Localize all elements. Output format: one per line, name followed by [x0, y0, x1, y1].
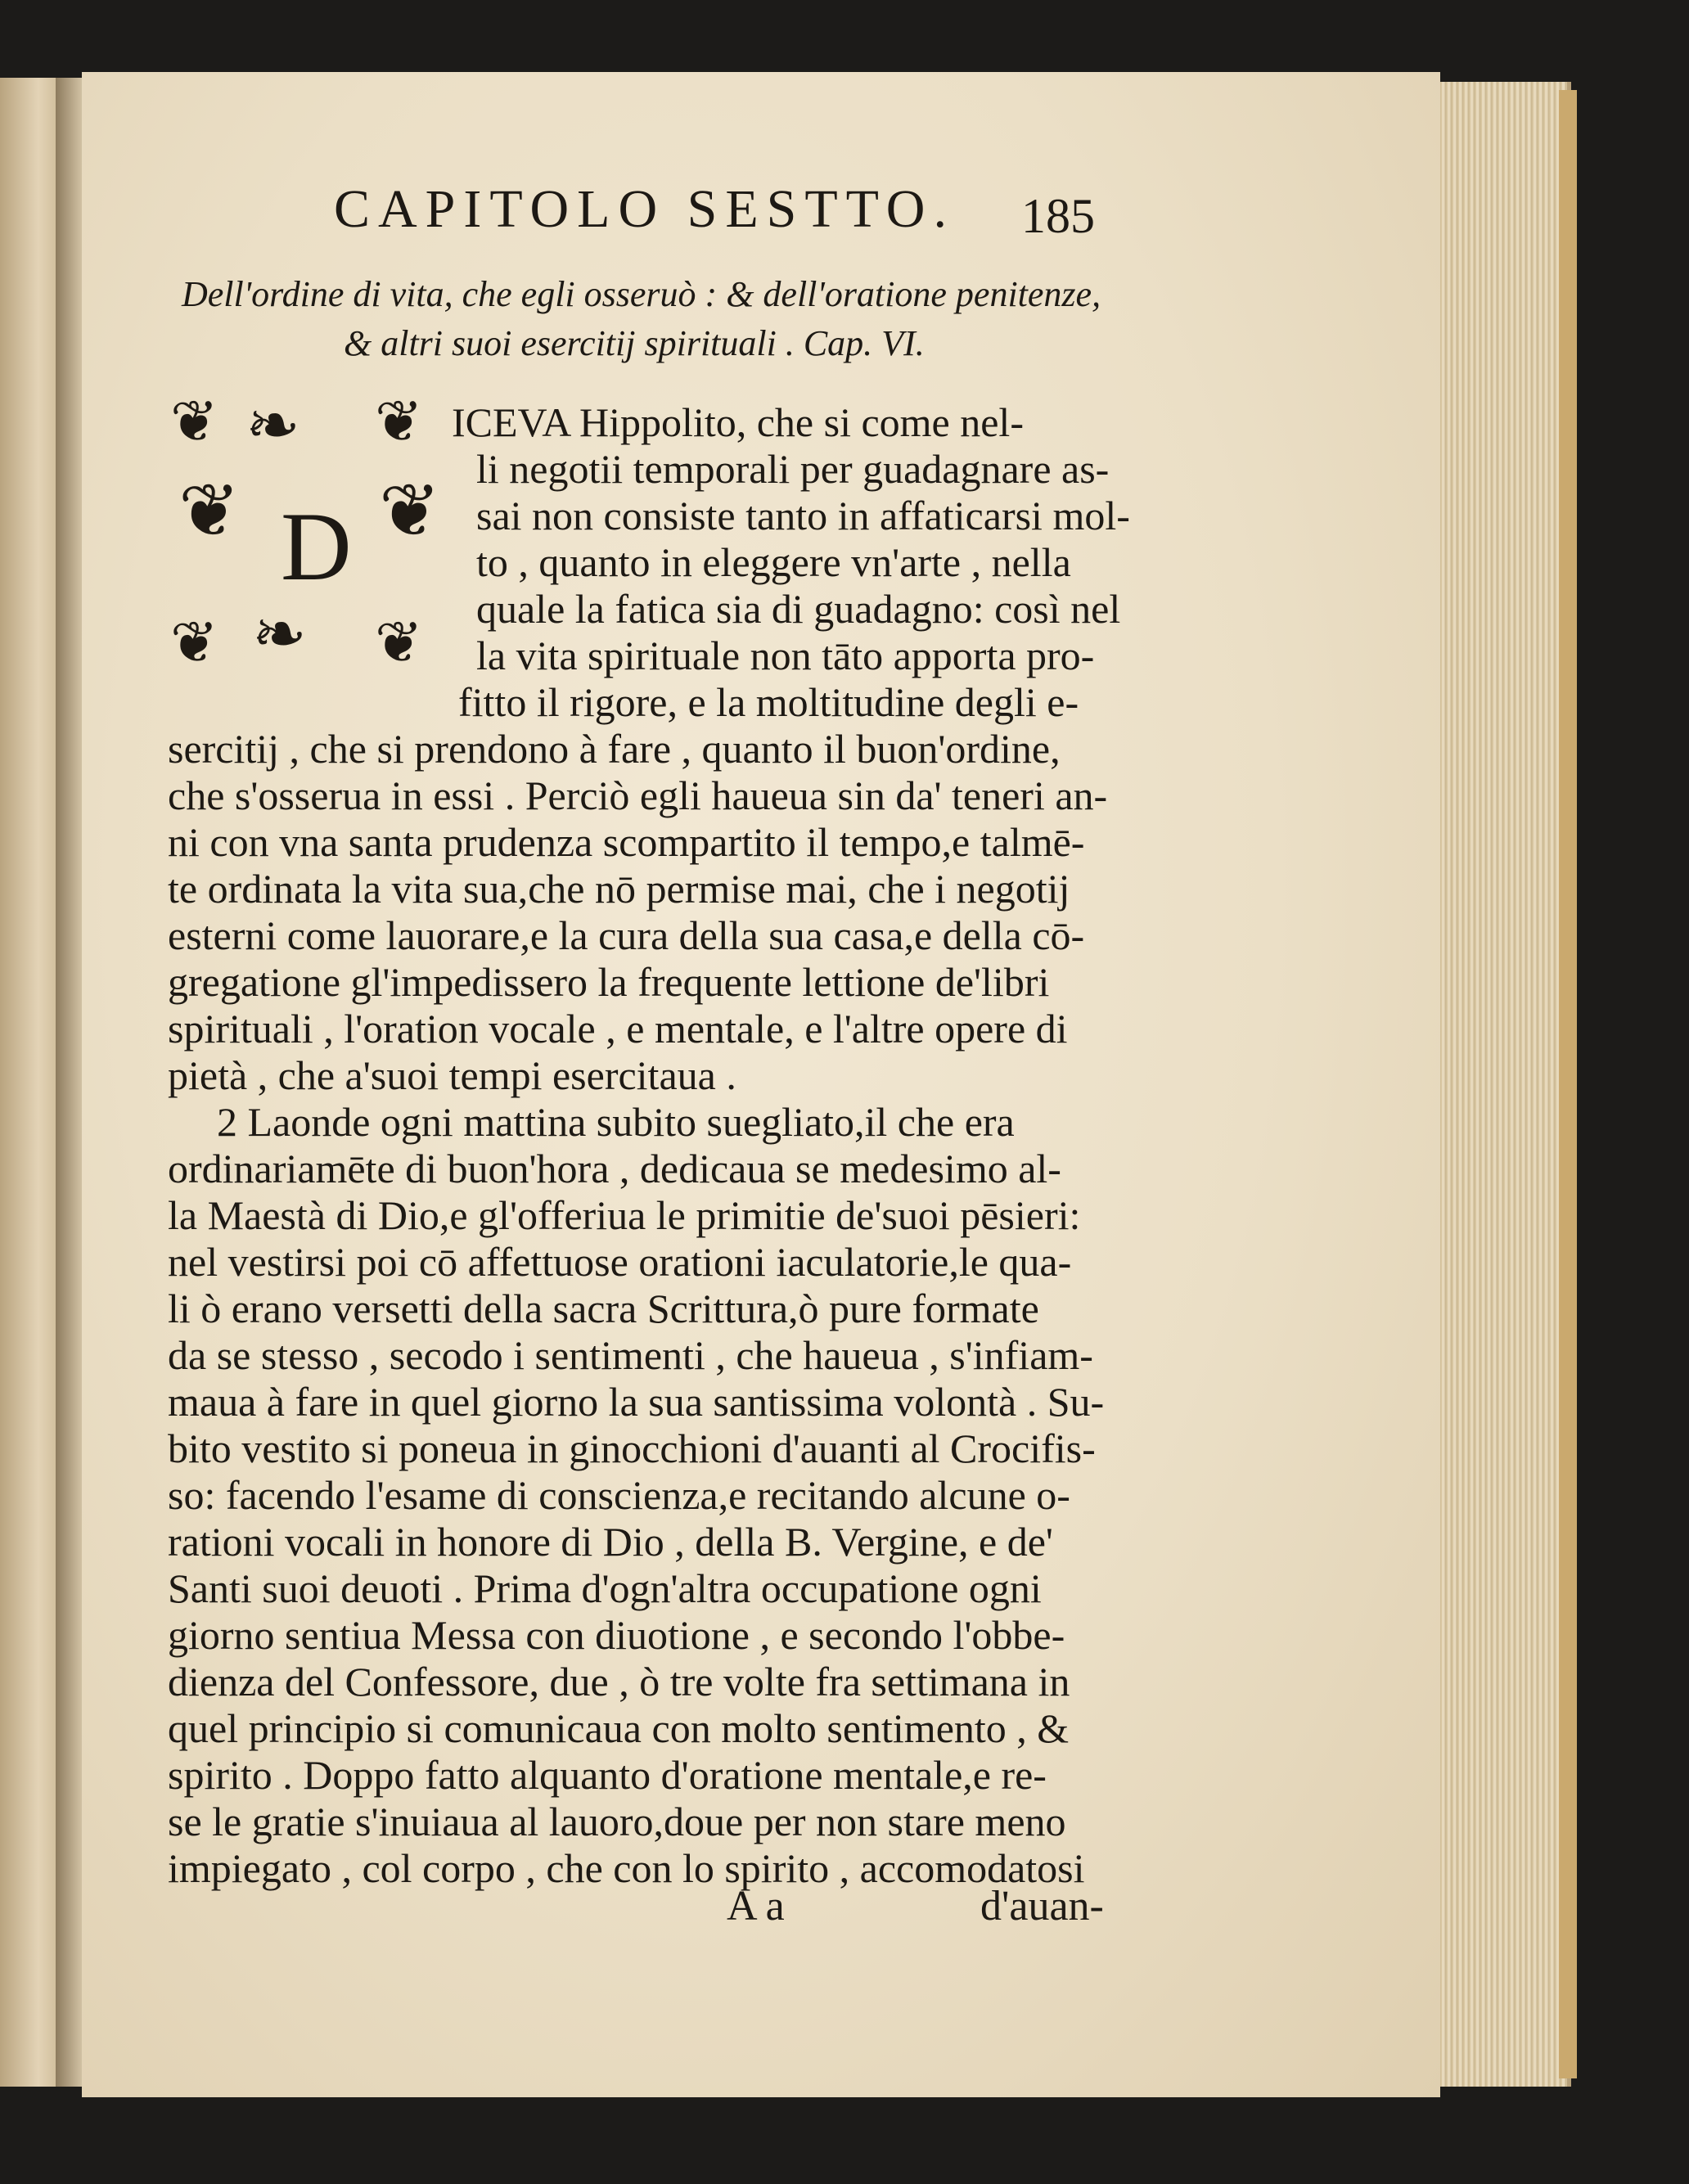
left-page-edge — [0, 78, 64, 2087]
text-line: to , quanto in eleggere vn'arte , nella — [476, 539, 1071, 585]
text-line: fitto il rigore, e la moltitudine degli e- — [458, 679, 1079, 725]
fleuron-icon: ❦ — [170, 609, 218, 676]
text-line: maua à fare in quel giorno la sua santissima volontà . Su- — [168, 1379, 1105, 1425]
text-line: gregatione gl'impedissero la frequente lettione de'libri — [168, 959, 1050, 1005]
text-line: ICEVA Hippolito, che si come nel- — [452, 399, 1024, 445]
fleuron-icon: ❦ — [178, 468, 241, 554]
text-line: quale la fatica sia di guadagno: così nel — [476, 586, 1121, 632]
text-line: 2 Laonde ogni mattina subito suegliato,il che era — [217, 1099, 1015, 1145]
text-line: ni con vna santa prudenza scompartito il tempo,e talmē- — [168, 819, 1085, 865]
fleuron-icon: ❧ — [252, 596, 308, 672]
text-line: sai non consiste tanto in affaticarsi mol- — [476, 493, 1130, 538]
text-line: da se stesso , secodo i sentimenti , che haueua , s'infiam- — [168, 1332, 1093, 1378]
text-line: nel vestirsi poi cō affettuose orationi iaculatorie,le qua- — [168, 1239, 1072, 1285]
fleuron-icon: ❦ — [379, 468, 441, 554]
text-line: se le gratie s'inuiaua al lauoro,doue per non stare meno — [168, 1799, 1066, 1844]
fleuron-icon: ❦ — [375, 609, 423, 676]
text-line: la vita spirituale non tāto apporta pro- — [476, 633, 1095, 678]
text-line: spirituali , l'oration vocale , e mentale, e l'altre opere di — [168, 1006, 1068, 1051]
chapter-header: CAPITOLO SESTTO. — [334, 179, 955, 239]
text-line: dienza del Confessore, due , ò tre volte fra settimana in — [168, 1659, 1070, 1704]
book-cover-board — [1559, 90, 1577, 2078]
text-line: spirito . Doppo fatto alquanto d'oratione mentale,e re- — [168, 1752, 1047, 1798]
text-line: sercitij , che si prendono à fare , quanto il buon'ordine, — [168, 726, 1061, 772]
text-line: impiegato , col corpo , che con lo spirito , accomodatosi — [168, 1845, 1085, 1891]
text-line: bito vestito si poneua in ginocchioni d'auanti al Crocifis- — [168, 1425, 1096, 1471]
text-line: quel principio si comunicaua con molto sentimento , & — [168, 1705, 1070, 1751]
catchword: d'auan- — [980, 1883, 1104, 1930]
text-line: pietà , che a'suoi tempi esercitaua . — [168, 1052, 736, 1098]
chapter-subtitle-line-2: & altri suoi esercitij spirituali . Cap. VI. — [344, 323, 925, 363]
text-line: che s'osserua in essi . Perciò egli haueua sin da' teneri an- — [168, 772, 1108, 818]
text-line: Santi suoi deuoti . Prima d'ogn'altra occupatione ogni — [168, 1565, 1042, 1611]
fleuron-icon: ❦ — [375, 388, 423, 455]
text-line: li ò erano versetti della sacra Scrittura,ò pure formate — [168, 1286, 1039, 1331]
text-line: te ordinata la vita sua,che nō permise mai, che i negotij — [168, 866, 1070, 912]
text-line: esterni come lauorare,e la cura della sua casa,e della cō- — [168, 912, 1085, 958]
text-line: giorno sentiua Messa con diuotione , e secondo l'obbe- — [168, 1612, 1065, 1658]
page-fore-edge — [1436, 82, 1571, 2087]
drop-cap-letter: D — [281, 492, 352, 601]
ornamental-initial — [170, 387, 448, 687]
page-number: 185 — [1021, 189, 1095, 243]
chapter-subtitle-line-1: Dell'ordine di vita, che egli osseruò : & dell'oratione penitenze, — [182, 274, 1101, 314]
text-line: ordinariamēte di buon'hora , dedicaua se medesimo al- — [168, 1146, 1061, 1191]
text-line: so: facendo l'esame di conscienza,e recitando alcune o- — [168, 1472, 1070, 1518]
fleuron-icon: ❧ — [245, 387, 301, 463]
text-line: la Maestà di Dio,e gl'offeriua le primitie de'suoi pēsieri: — [168, 1192, 1081, 1238]
text-line: li negotii temporali per guadagnare as- — [476, 446, 1110, 492]
signature-mark: A a — [727, 1883, 785, 1930]
fleuron-icon: ❦ — [170, 388, 218, 455]
text-line: rationi vocali in honore di Dio , della B. Vergine, e de' — [168, 1519, 1053, 1565]
